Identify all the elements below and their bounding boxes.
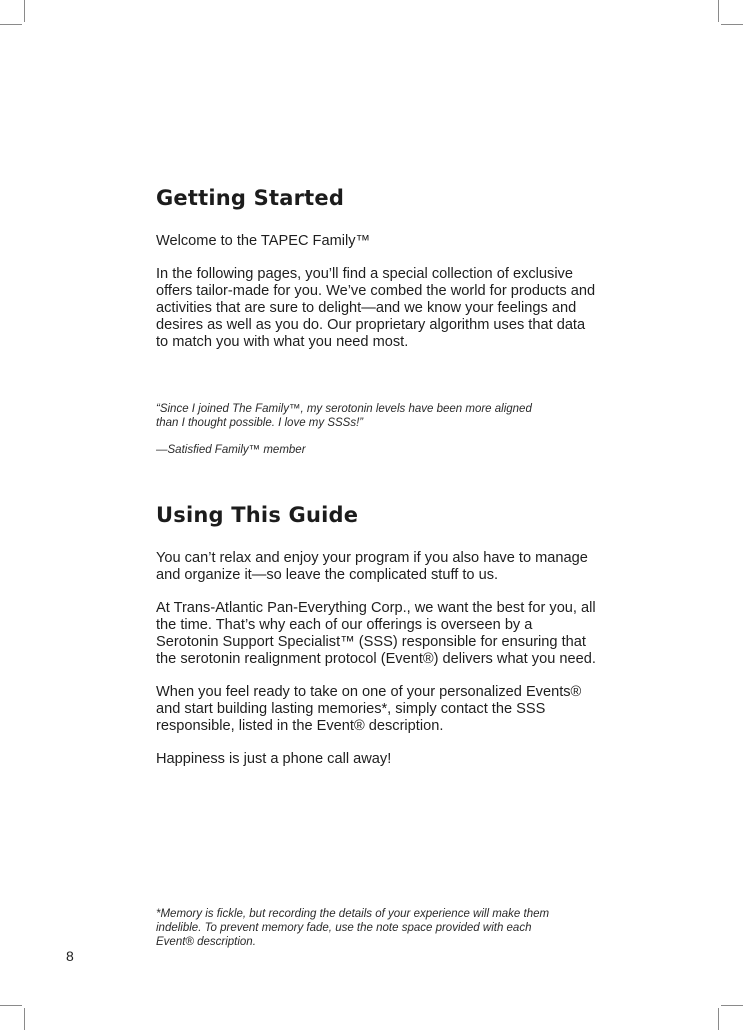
guide-paragraph-1: You can’t relax and enjoy your program if you also have to manage and organize it—so leave the complicated stuff to us.	[156, 550, 588, 583]
footnote: *Memory is fickle, but recording the details of your experience will make them indelible. To prevent memory fade, use the note space provided with each Event® description.	[156, 908, 550, 948]
crop-mark-bottom-left-vertical	[24, 1008, 25, 1030]
heading-using-this-guide: Using This Guide	[156, 503, 359, 527]
guide-paragraph-4: Happiness is just a phone call away!	[156, 751, 392, 767]
crop-mark-top-right-vertical	[718, 0, 719, 22]
crop-mark-top-right-horizontal	[721, 24, 743, 25]
crop-mark-bottom-left-horizontal	[0, 1005, 22, 1006]
guide-paragraph-2: At Trans-Atlantic Pan-Everything Corp., we want the best for you, all the time. That’s why each of our offerings is overseen by a Serotonin Support Specialist™ (SSS) responsible for ensuring that the serotonin realignment protocol (Event®) delivers what you need.	[156, 600, 596, 667]
crop-mark-bottom-right-horizontal	[721, 1005, 743, 1006]
testimonial-attribution: —Satisfied Family™ member	[156, 444, 306, 456]
welcome-line: Welcome to the TAPEC Family™	[156, 233, 371, 249]
testimonial-quote: “Since I joined The Family™, my serotonin levels have been more aligned than I thought possible. I love my SSSs!”	[156, 403, 532, 429]
page-content	[156, 186, 596, 768]
intro-paragraph: In the following pages, you’ll find a special collection of exclusive offers tailor-made for you. We’ve combed the world for products and activities that are sure to delight—and we know your feelings and desires as well as you do. Our proprietary algorithm uses that data to match you with what you need most.	[156, 266, 596, 350]
crop-mark-top-left-vertical	[24, 0, 25, 22]
crop-mark-bottom-right-vertical	[718, 1008, 719, 1030]
crop-mark-top-left-horizontal	[0, 24, 22, 25]
heading-getting-started: Getting Started	[156, 186, 345, 210]
guide-paragraph-3: When you feel ready to take on one of your personalized Events® and start building lasting memories*, simply contact the SSS responsible, listed in the Event® description.	[156, 684, 582, 734]
page-number: 8	[66, 948, 74, 964]
